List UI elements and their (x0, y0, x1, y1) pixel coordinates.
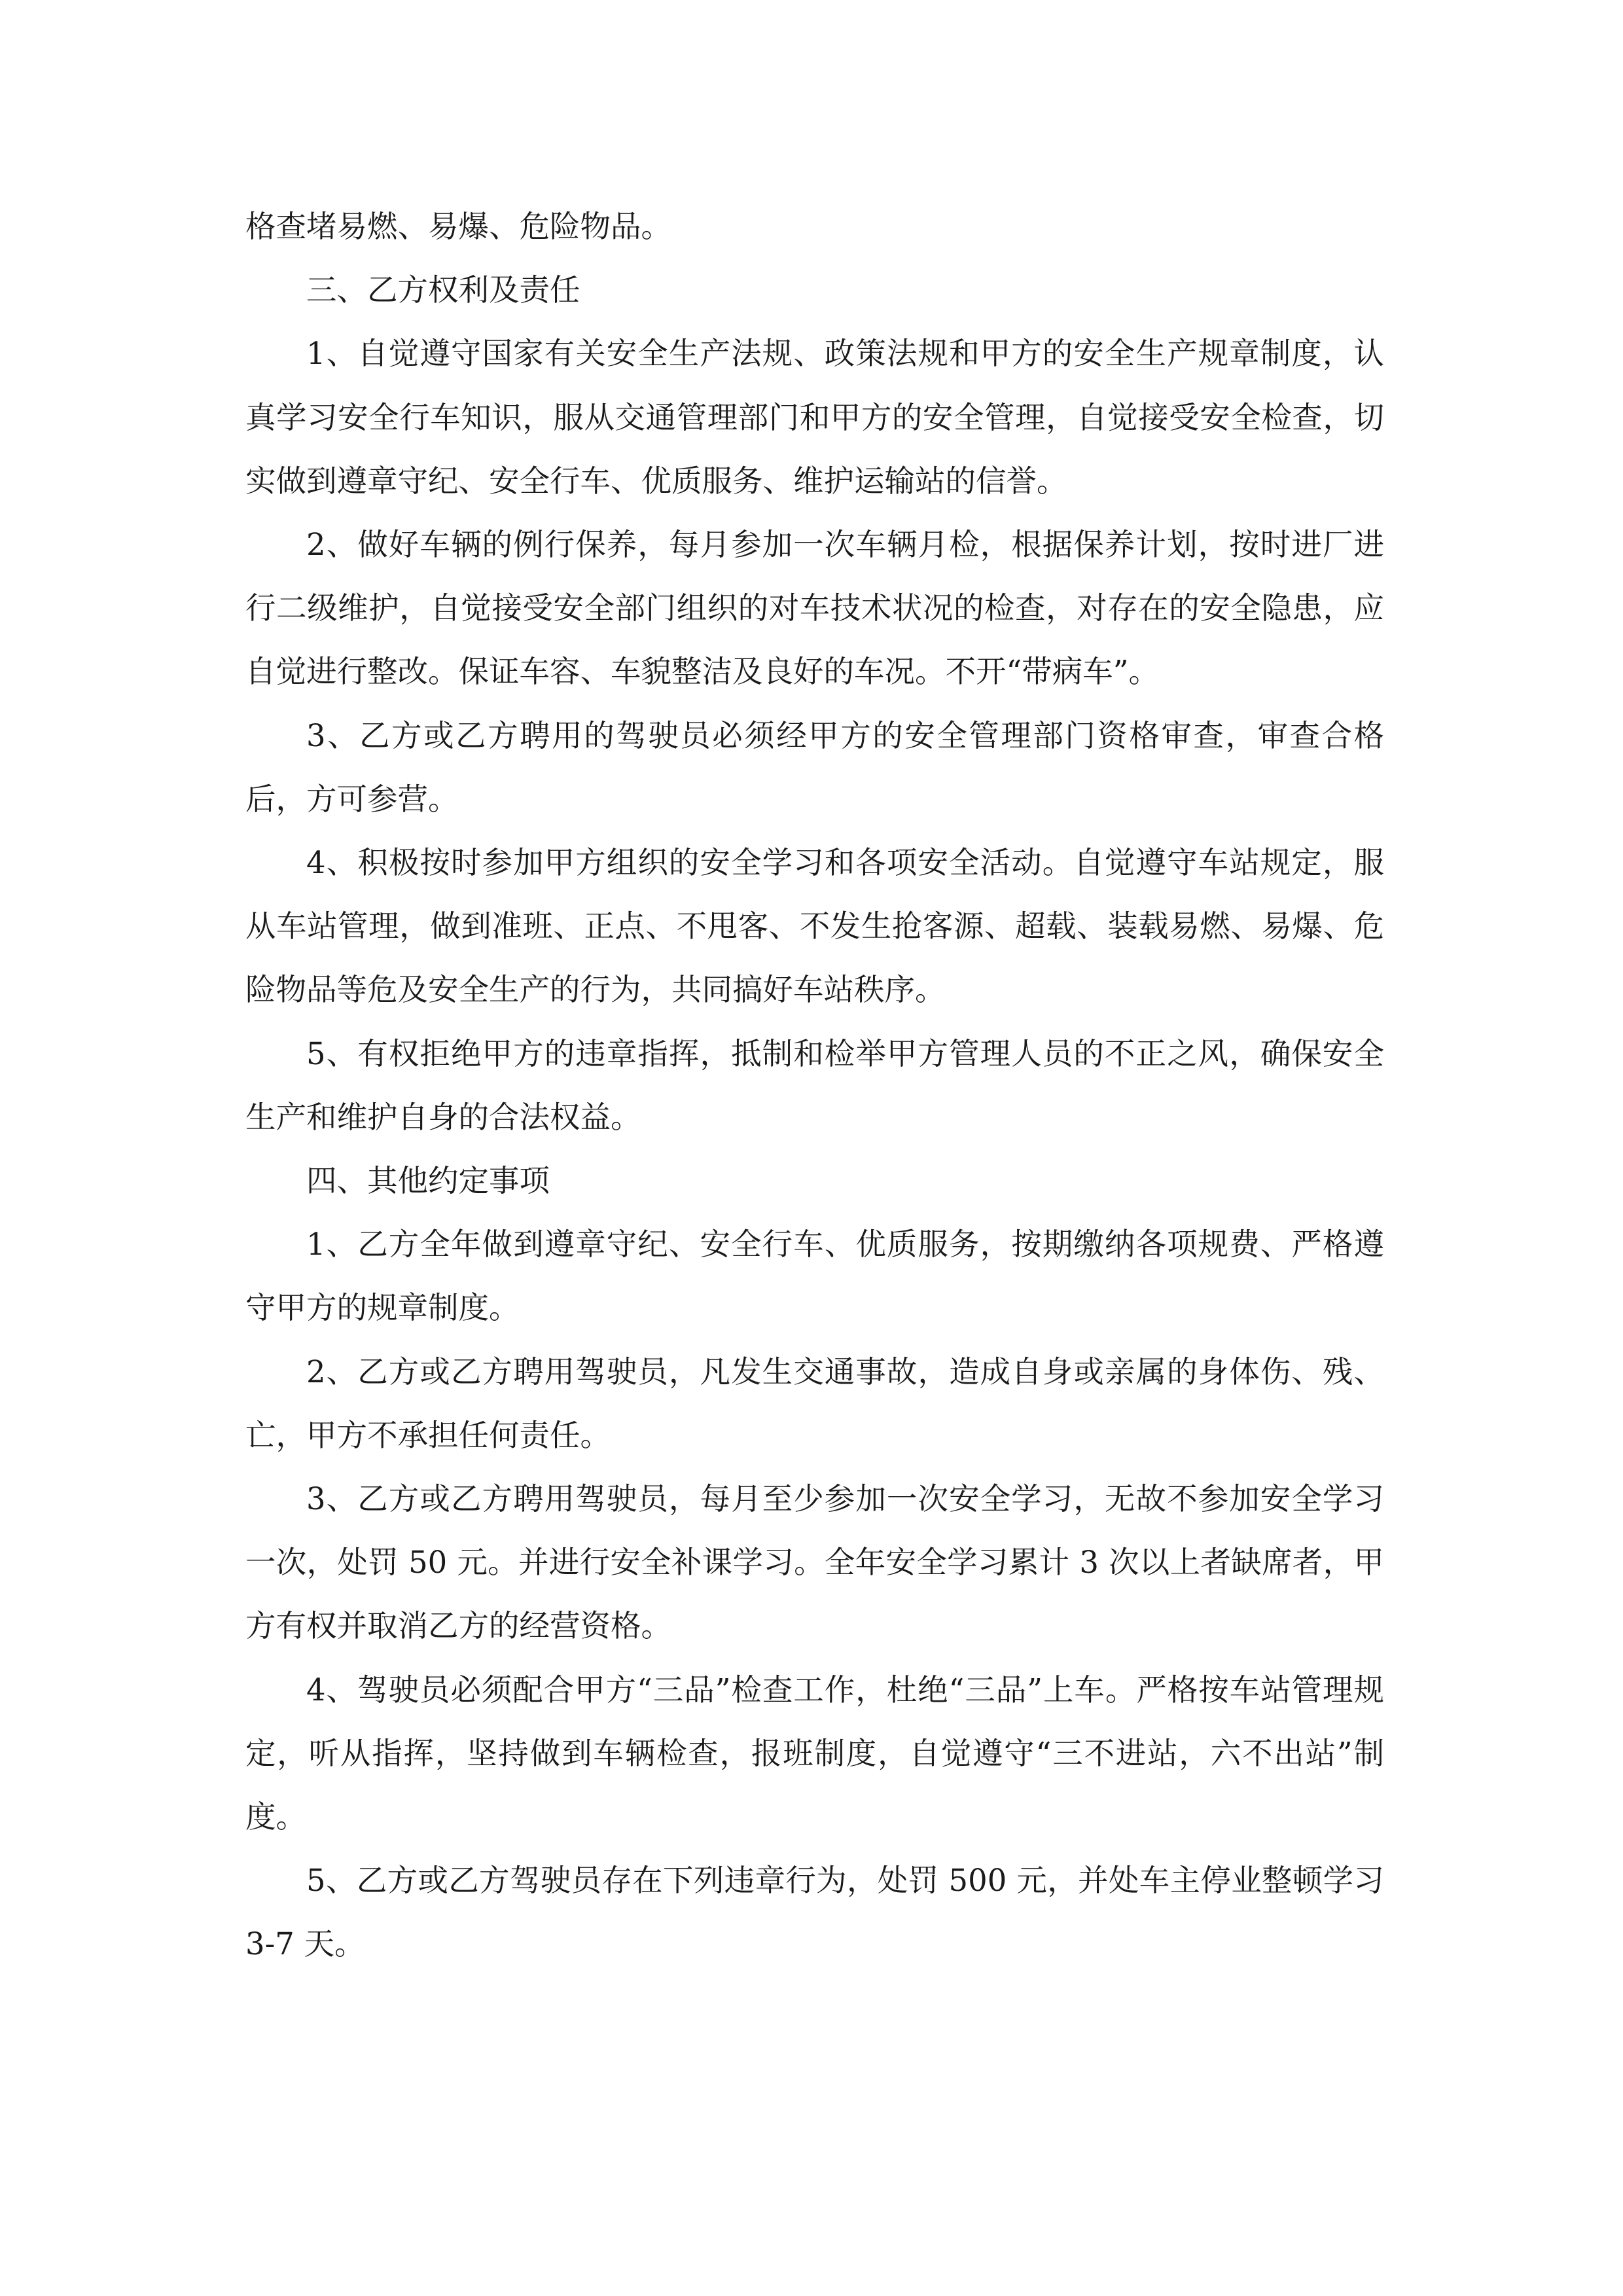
document-body (245, 195, 1384, 1977)
paragraph-3-1: 1、自觉遵守国家有关安全生产法规、政策法规和甲方的安全生产规章制度，认真学习安全行车知识，服从交通管理部门和甲方的安全管理，自觉接受安全检查，切实做到遵章守纪、安全行车、优质服务、维护运输站的信誉。 (245, 336, 1384, 499)
paragraph-3-3: 3、乙方或乙方聘用的驾驶员必须经甲方的安全管理部门资格审查，审查合格后，方可参营。 (245, 717, 1384, 817)
paragraph-4-2: 2、乙方或乙方聘用驾驶员，凡发生交通事故，造成自身或亲属的身体伤、残、亡，甲方不承担任何责任。 (245, 1354, 1384, 1453)
paragraph-4-4: 4、驾驶员必须配合甲方“三品”检查工作，杜绝“三品”上车。严格按车站管理规定，听从指挥，坚持做到车辆检查，报班制度，自觉遵守“三不进站，六不出站”制度。 (245, 1672, 1384, 1835)
paragraph-3-2: 2、做好车辆的例行保养，每月参加一次车辆月检，根据保养计划，按时进厂进行二级维护，自觉接受安全部门组织的对车技术状况的检查，对存在的安全隐患，应自觉进行整改。保证车容、车貌整洁及良好的车况。不开“带病车”。 (245, 527, 1384, 690)
paragraph-3-4: 4、积极按时参加甲方组织的安全学习和各项安全活动。自觉遵守车站规定，服从车站管理，做到准班、正点、不甩客、不发生抢客源、超载、装载易燃、易爆、危险物品等危及安全生产的行为，共同搞好车站秩序。 (245, 845, 1384, 1008)
paragraph-continuation: 格查堵易燃、易爆、危险物品。 (245, 209, 671, 244)
paragraph-3-5: 5、有权拒绝甲方的违章指挥，抵制和检举甲方管理人员的不正之风，确保安全生产和维护自身的合法权益。 (245, 1035, 1384, 1135)
paragraph-4-3: 3、乙方或乙方聘用驾驶员，每月至少参加一次安全学习，无故不参加安全学习一次，处罚 50 元。并进行安全补课学习。全年安全学习累计 3 次以上者缺席者，甲方有权并取消乙方的经营资格。 (245, 1481, 1384, 1644)
paragraph-4-5: 5、乙方或乙方驾驶员存在下列违章行为，处罚 500 元，并处车主停业整顿学习 3-7 天。 (245, 1863, 1384, 1962)
paragraph-4-1: 1、乙方全年做到遵章守纪、安全行车、优质服务，按期缴纳各项规费、严格遵守甲方的规章制度。 (245, 1227, 1384, 1326)
section-heading-4: 四、其他约定事项 (306, 1163, 550, 1199)
section-heading-3: 三、乙方权利及责任 (306, 272, 580, 308)
